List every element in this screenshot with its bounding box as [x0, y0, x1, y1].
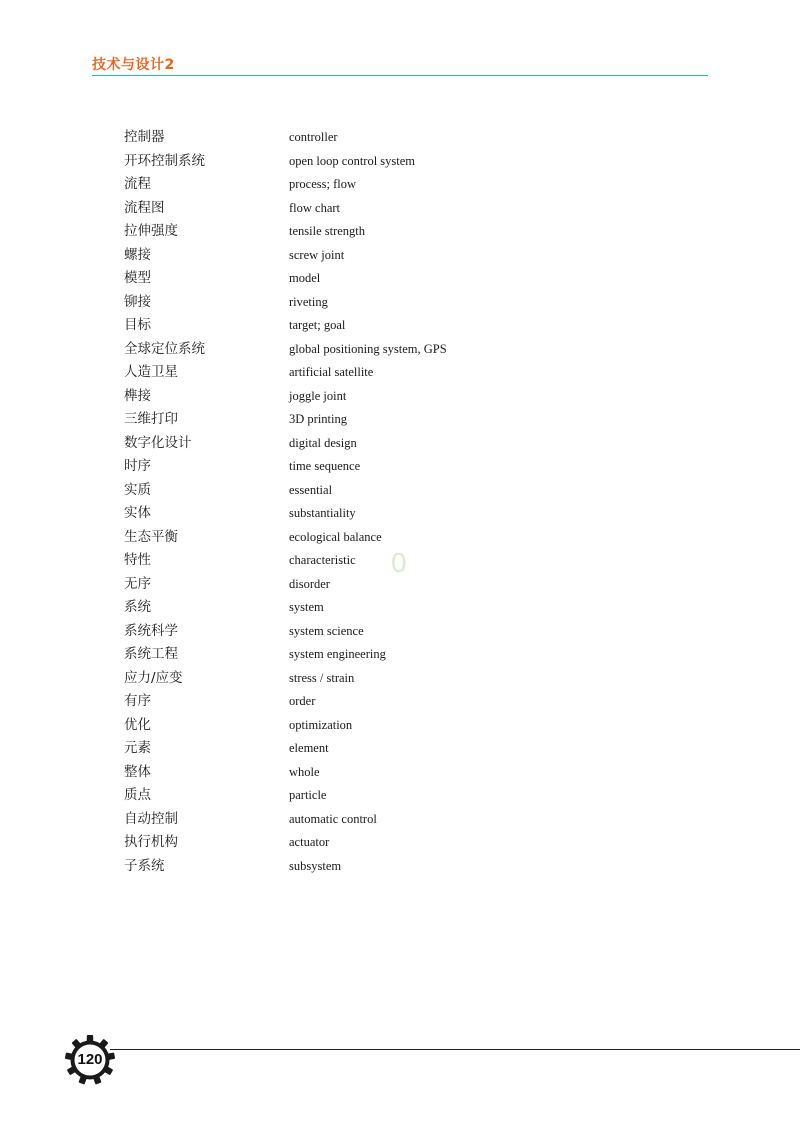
term-english: open loop control system — [289, 153, 416, 168]
term-english: actuator — [289, 835, 330, 850]
glossary-row — [124, 808, 684, 832]
page-number: 120 — [77, 1051, 103, 1068]
term-chinese: 自动控制 — [124, 810, 178, 827]
glossary-row — [124, 855, 684, 879]
term-chinese: 质点 — [124, 787, 151, 804]
term-chinese: 生态平衡 — [124, 528, 178, 545]
term-chinese: 实体 — [124, 505, 151, 522]
term-chinese: 流程 — [124, 176, 151, 193]
term-chinese: 应力/应变 — [124, 669, 183, 686]
term-chinese: 时序 — [124, 458, 151, 475]
glossary-row — [124, 126, 684, 150]
term-english: controller — [289, 130, 338, 144]
glossary-row — [124, 526, 684, 550]
watermark: 0 — [391, 547, 407, 578]
term-english: riveting — [289, 294, 328, 309]
header-title: 技术与设计2 — [92, 57, 175, 73]
glossary-row — [124, 690, 684, 714]
term-english: disorder — [289, 576, 330, 591]
glossary-row — [124, 831, 684, 855]
glossary-row — [124, 314, 684, 338]
term-chinese: 人造卫星 — [124, 364, 178, 381]
term-english: essential — [289, 482, 333, 497]
term-english: subsystem — [289, 858, 342, 873]
term-chinese: 执行机构 — [124, 834, 178, 851]
term-english: system science — [289, 623, 364, 638]
page-header — [92, 54, 708, 78]
term-english: order — [289, 694, 316, 709]
term-chinese: 子系统 — [124, 857, 165, 874]
term-chinese: 开环控制系统 — [124, 152, 205, 169]
term-chinese: 拉伸强度 — [124, 223, 178, 240]
term-chinese: 系统工程 — [124, 646, 178, 663]
glossary-row — [124, 714, 684, 738]
term-chinese: 铆接 — [124, 293, 151, 310]
glossary-row — [124, 737, 684, 761]
term-english: flow chart — [289, 200, 341, 215]
term-chinese: 三维打印 — [124, 411, 178, 428]
glossary-row — [124, 173, 684, 197]
glossary-row — [124, 432, 684, 456]
glossary-row — [124, 408, 684, 432]
glossary-row — [124, 338, 684, 362]
glossary-row — [124, 220, 684, 244]
term-english: automatic control — [289, 811, 377, 826]
term-english: characteristic — [289, 553, 356, 568]
glossary-row — [124, 455, 684, 479]
header-rule — [92, 75, 708, 76]
term-english: global positioning system, GPS — [289, 341, 447, 356]
glossary-row — [124, 667, 684, 691]
term-chinese: 优化 — [124, 716, 151, 733]
term-chinese: 系统科学 — [124, 622, 178, 639]
term-chinese: 系统 — [124, 599, 151, 616]
glossary-row — [124, 502, 684, 526]
term-english: particle — [289, 788, 327, 803]
term-chinese: 特性 — [124, 552, 151, 569]
glossary-row — [124, 197, 684, 221]
term-chinese: 实质 — [124, 481, 151, 498]
glossary-row — [124, 596, 684, 620]
term-chinese: 榫接 — [124, 387, 151, 404]
term-english: whole — [289, 764, 320, 779]
term-english: digital design — [289, 435, 357, 450]
term-chinese: 无序 — [124, 575, 151, 592]
glossary-list — [124, 126, 684, 879]
term-english: artificial satellite — [289, 365, 374, 380]
glossary-row — [124, 244, 684, 268]
term-english: tensile strength — [289, 224, 366, 239]
term-chinese: 有序 — [124, 693, 151, 710]
term-english: system — [289, 600, 324, 615]
term-english: stress / strain — [289, 670, 355, 685]
glossary-row — [124, 620, 684, 644]
glossary-row — [124, 291, 684, 315]
term-chinese: 整体 — [124, 763, 151, 780]
glossary-row — [124, 267, 684, 291]
glossary-row — [124, 643, 684, 667]
term-english: element — [289, 741, 329, 756]
term-chinese: 流程图 — [124, 199, 165, 216]
term-english: substantiality — [289, 506, 356, 521]
term-chinese: 控制器 — [124, 129, 165, 145]
term-english: joggle joint — [289, 388, 347, 403]
term-english: process; flow — [289, 177, 356, 192]
term-chinese: 螺接 — [124, 246, 151, 263]
glossary-row — [124, 784, 684, 808]
term-english: time sequence — [289, 459, 361, 474]
term-chinese: 模型 — [124, 270, 151, 287]
term-chinese: 全球定位系统 — [124, 340, 205, 357]
glossary-row — [124, 479, 684, 503]
glossary-row — [124, 150, 684, 174]
glossary-row — [124, 385, 684, 409]
term-english: system engineering — [289, 647, 386, 662]
term-chinese: 数字化设计 — [124, 434, 192, 451]
term-english: screw joint — [289, 247, 345, 262]
term-english: ecological balance — [289, 529, 382, 544]
glossary-row — [124, 761, 684, 785]
term-english: model — [289, 271, 321, 286]
term-chinese: 元素 — [124, 740, 151, 757]
term-english: target; goal — [289, 318, 346, 333]
term-chinese: 目标 — [124, 317, 151, 334]
term-english: 3D printing — [289, 412, 347, 427]
term-english: optimization — [289, 717, 353, 732]
footer-rule — [110, 1049, 800, 1050]
glossary-row — [124, 361, 684, 385]
